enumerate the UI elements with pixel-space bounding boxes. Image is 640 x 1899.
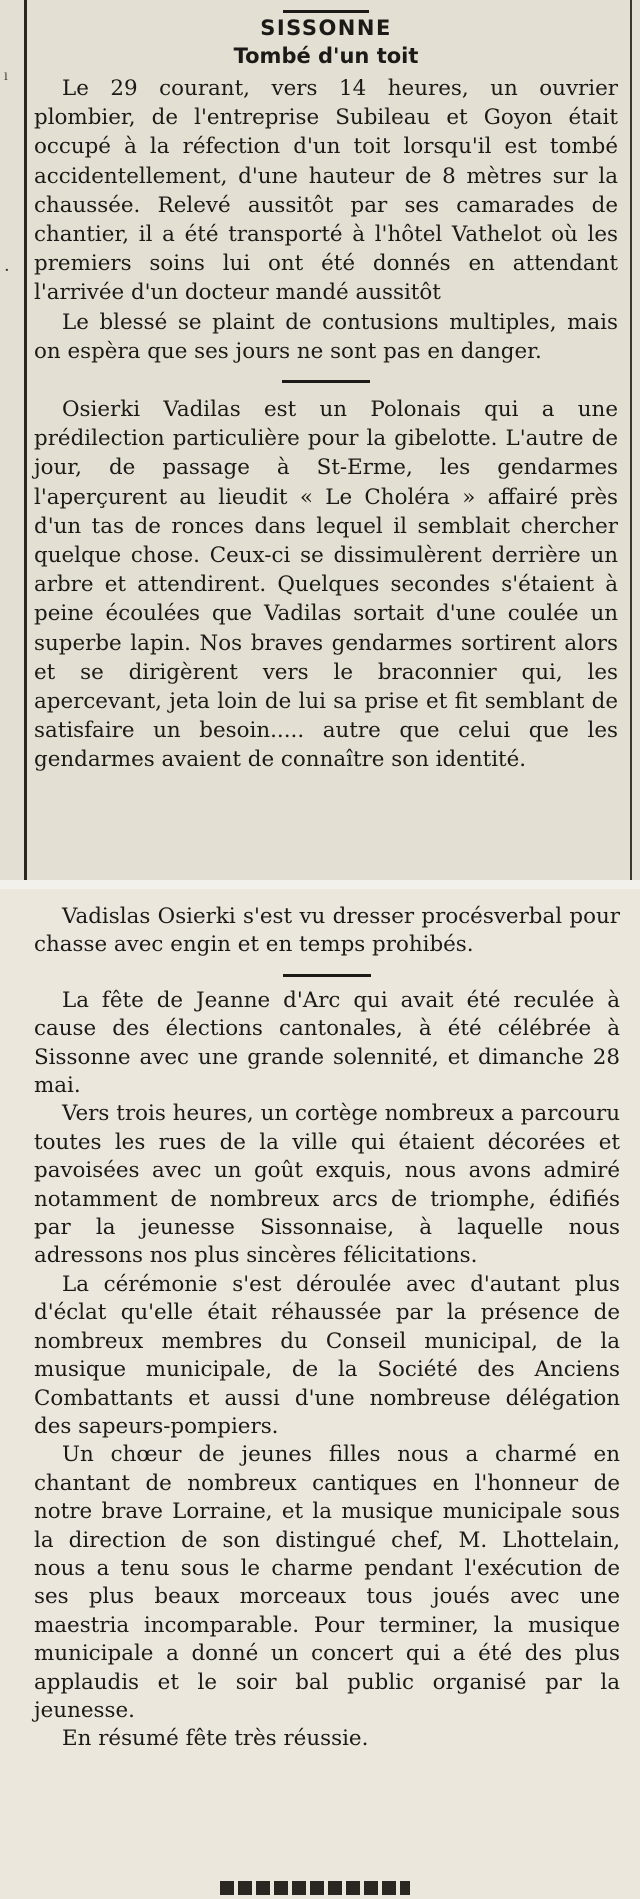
paragraph: Un chœur de jeunes filles nous a charmé en chantant de nombreux cantiques en l'honneur de notre brave Lorraine, et la musique municipale sous la direction de son distingué chef, M. Lhottelain, nous a tenu sous le charme pendant l'exécution de ses plus beaux morceaux tous joués avec une maestria incomparable. Pour terminer, la musique municipale a donné un concert qui a été des plus applaudis et le soir bal public organisé par la jeunesse. (34, 1442, 620, 1723)
paragraph: En résumé fête très réussie. (62, 1726, 369, 1752)
paragraph: Le blessé se plaint de contusions multiples, mais on espèra que ses jours ne sont pas en danger. (34, 309, 618, 364)
cut-off-heading (0, 1877, 640, 1899)
column-rule-left (24, 0, 27, 880)
edge-mark: · (4, 260, 10, 281)
section-title: SISSONNE (260, 16, 392, 40)
top-rule (283, 10, 369, 13)
divider (282, 380, 370, 383)
clipping-top (0, 0, 640, 880)
paragraph: La cérémonie s'est déroulée avec d'autant plus d'éclat qu'elle était réhaussée par la présence de nombreux membres du Conseil municipal, de la musique municipale, de la Société des Anciens Combattants et aussi d'une nombreuse délégation des sapeurs-pompiers. (34, 1271, 620, 1439)
clipping-gap (0, 880, 640, 889)
column-rule-right (630, 0, 632, 880)
headline: Tombé d'un toit (233, 44, 419, 68)
divider (283, 974, 371, 977)
paragraph: Vadislas Osierki s'est vu dresser procésverbal pour chasse avec engin et en temps prohibés. (34, 904, 620, 958)
edge-mark: ˡ (4, 70, 9, 91)
clipping-bottom (0, 889, 640, 1899)
paragraph: Osierki Vadilas est un Polonais qui a une prédilection particulière pour la gibelotte. L'autre de jour, de passage à St-Erme, les gendarmes l'aperçurent au lieudit « Le Choléra » affairé près d'un tas de ronces dans lequel il semblait chercher quelque chose. Ceux-ci se dissimulèrent derrière un arbre et attendirent. Quelques secondes s'étaient à peine écoulées que Vadilas sortait d'une coulée un superbe lapin. Nos braves gendarmes sortirent alors et se dirigèrent vers le braconnier qui, les apercevant, jeta loin de lui sa prise et fit semblant de satisfaire un besoin..... autre que celui que les gendarmes avaient de connaître son identité. (34, 397, 618, 773)
paragraph: La fête de Jeanne d'Arc qui avait été reculée à cause des élections cantonales, à été célébrée à Sissonne avec une grande solennité, et dimanche 28 mai. (34, 987, 620, 1099)
paragraph: Vers trois heures, un cortège nombreux a parcouru toutes les rues de la ville qui étaient décorées et pavoisées avec un goût exquis, nous avons admiré notamment de nombreux arcs de triomphe, édifiés par la jeunesse Sissonnaise, à laquelle nous adressons nos plus sincères félicitations. (34, 1101, 620, 1269)
paragraph: Le 29 courant, vers 14 heures, un ouvrier plombier, de l'entreprise Subileau et Goyon était occupé à la réfection d'un toit lorsqu'il est tombé accidentellement, d'une hauteur de 8 mètres sur la chaussée. Relevé aussitôt par ses camarades de chantier, il a été transporté à l'hôtel Vathelot où les premiers soins lui ont été donnés en attendant l'arrivée d'un docteur mandé aussitôt (34, 76, 618, 306)
cut-off-heading-fragment (220, 1881, 410, 1895)
